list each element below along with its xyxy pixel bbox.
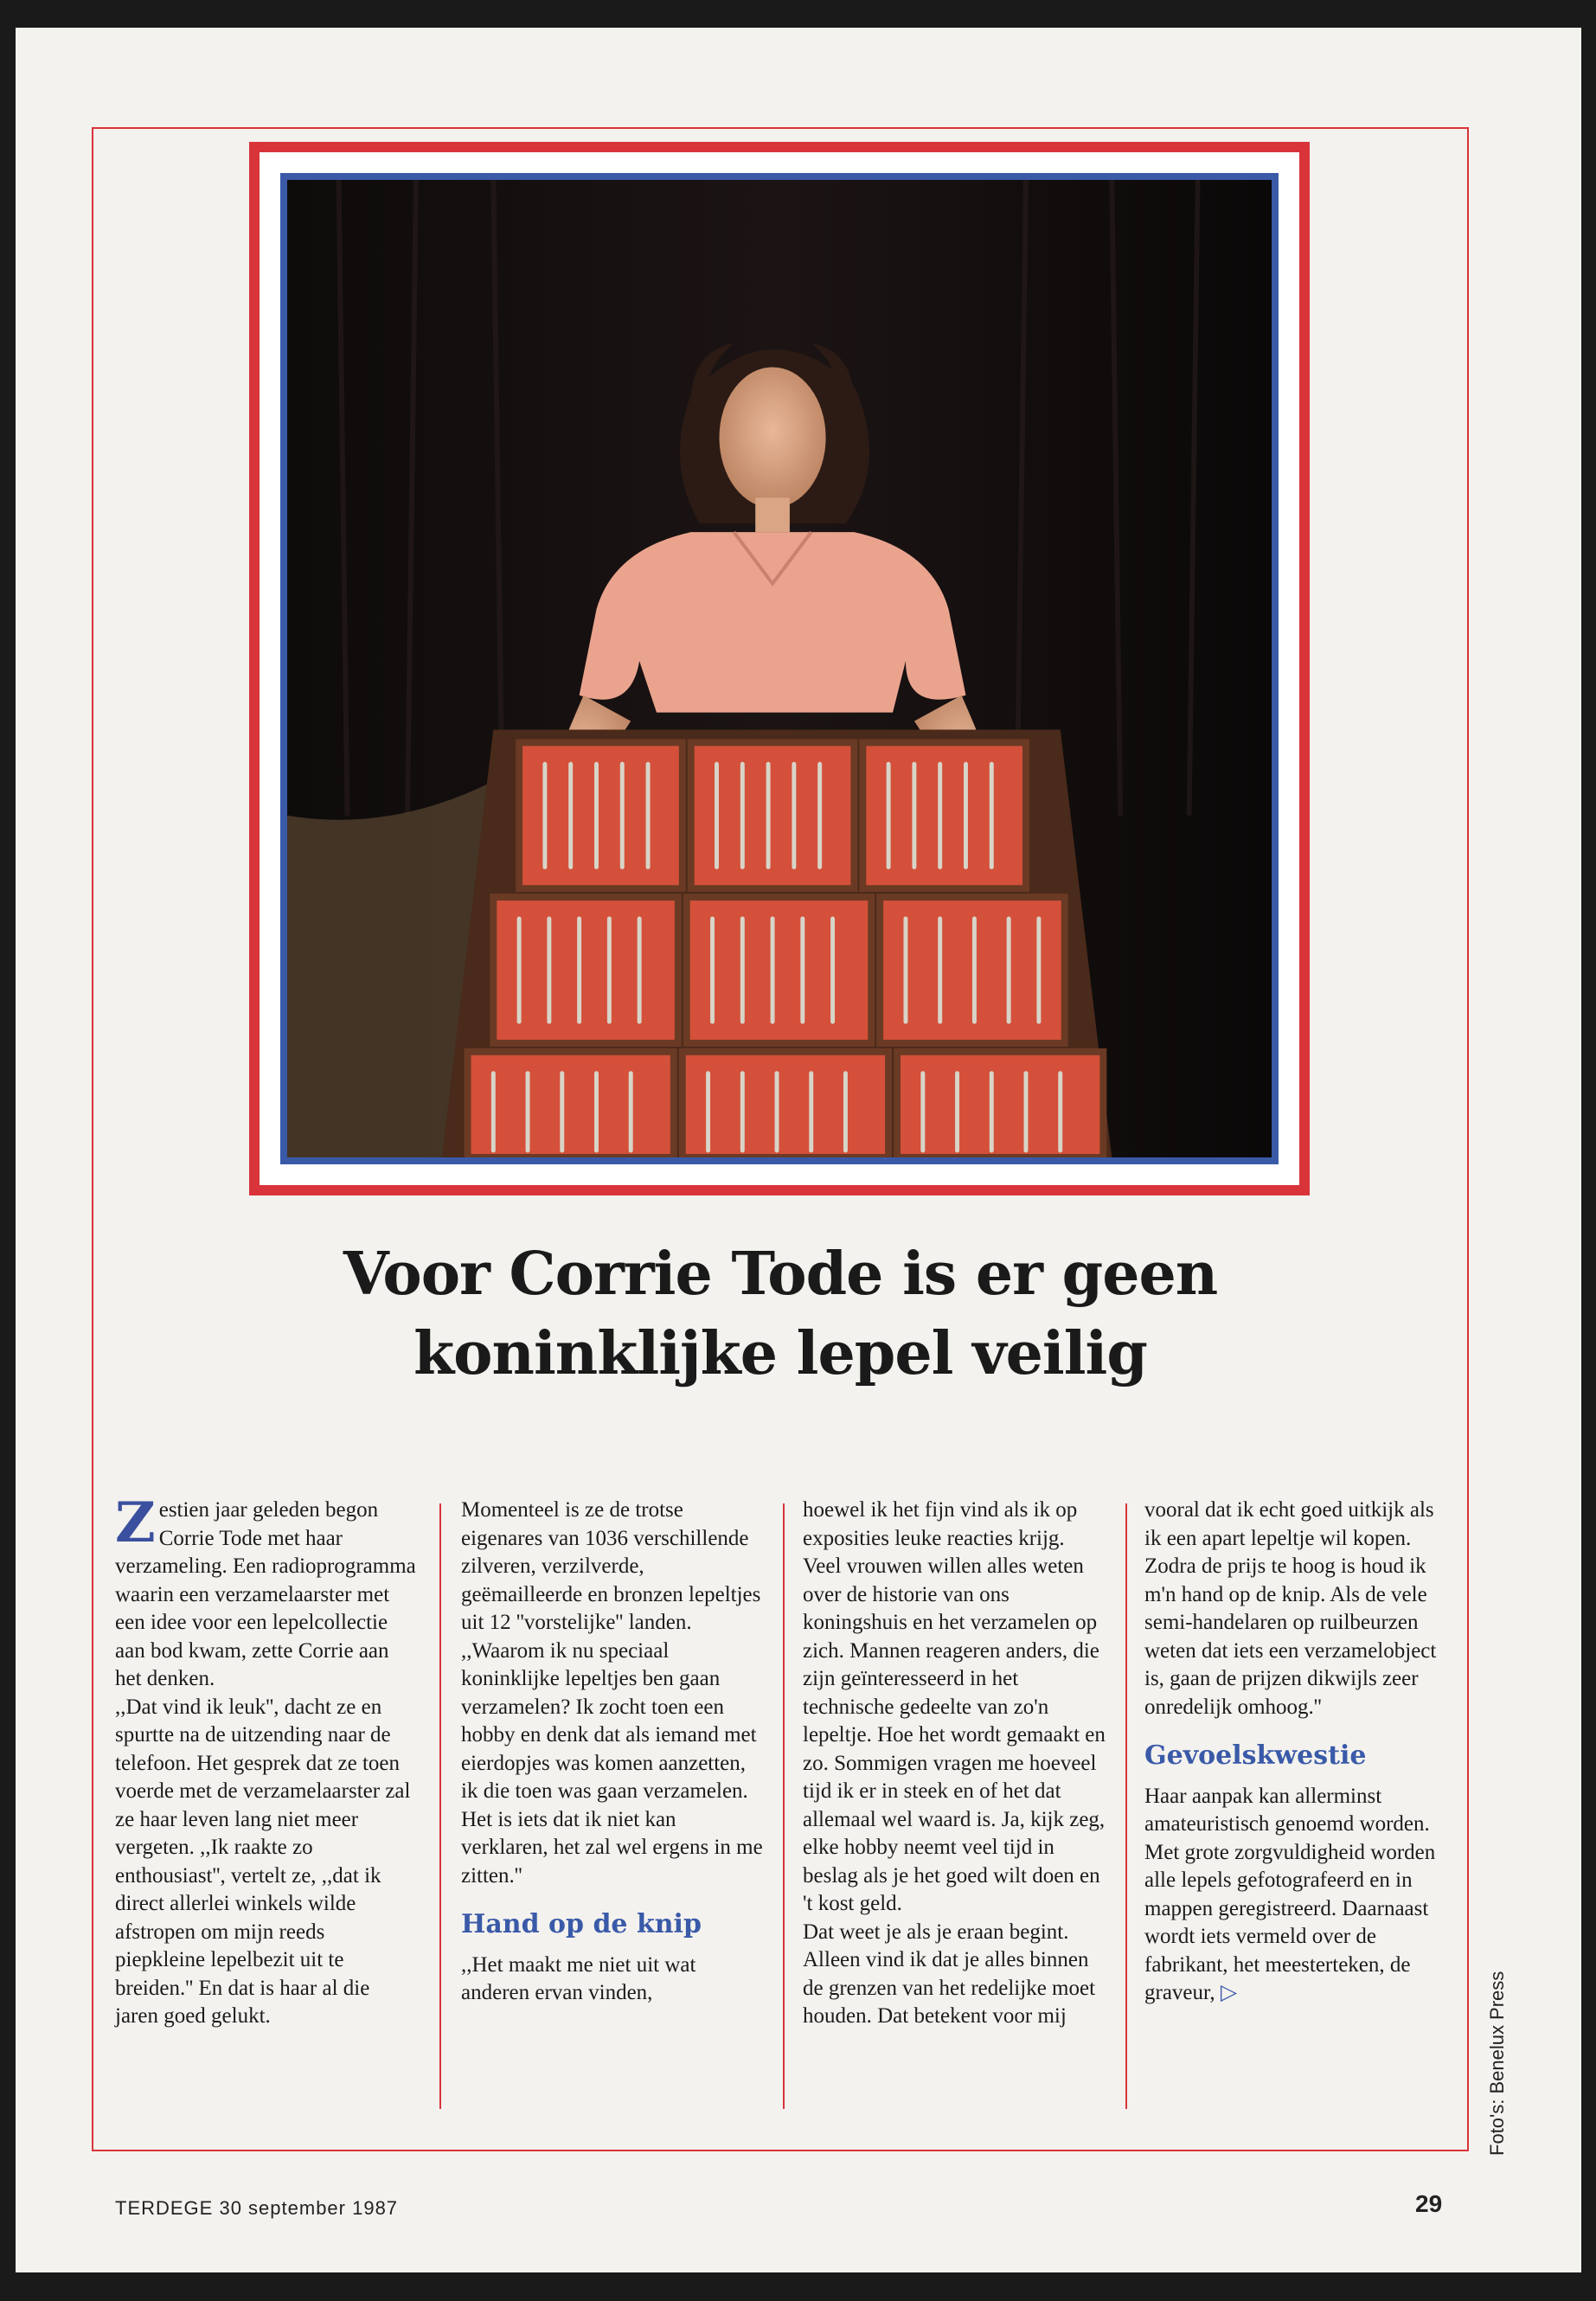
paragraph: Momenteel is ze de trotse eigenares van 1036 verschillende zilveren, verzilverde, geëmailleerde en bronzen lepeltjes uit 12 ''vorstelijke'' landen. [461, 1498, 761, 1634]
article-body [115, 1490, 1447, 2154]
paragraph: hoewel ik het fijn vind als ik op exposities leuke reacties krijg. Veel vrouwen willen alles weten over de historie van ons koningshuis en het verzamelen op zich. Mannen reageren anders, die zijn geïnteresseerd in het technische gedeelte van zo'n lepeltje. Hoe het wordt gemaakt en zo. Sommigen vragen me hoeveel tijd ik er in steek en of het dat allemaal wel waard is. Ja, kijk zeg, elke hobby neemt veel tijd in beslag als je het goed wilt doen en 't kost geld. [803, 1498, 1106, 1915]
article-headline [92, 1234, 1469, 1394]
subheading: Hand op de knip [461, 1909, 702, 1939]
column-1 [115, 1490, 418, 2031]
headline-line-2: koninklijke lepel veilig [413, 1319, 1147, 1388]
paragraph: vooral dat ik echt goed uitkijk als ik een apart lepeltje wil kopen. Zodra de prijs te hoog is houd ik m'n hand op de knip. Als de vele semi-handelaren op ruilbeurzen weten dat iets een verzamelobject is, gaan de prijzen dikwijls zeer onredelijk omhoog.'' [1144, 1498, 1437, 1719]
headline-line-1: Voor Corrie Tode is er geen [343, 1240, 1218, 1309]
photo-illustration [287, 180, 1272, 1157]
drop-cap: Z [115, 1490, 156, 1555]
column-2 [461, 1497, 764, 2008]
woman-with-spoon-collection-photo [287, 180, 1272, 1157]
column-4 [1144, 1497, 1447, 2008]
paragraph: ,,Dat vind ik leuk'', dacht ze en spurtte na de uitzending naar de telefoon. Het gesprek dat ze toen voerde met de verzamelaarster zal ze haar leven lang niet meer vergeten. ,,Ik raakte zo enthousiast'', vertelt ze, ,,dat ik direct allerlei winkels wilde afstropen om mijn reeds piepkleine lepelbezit uit te breiden.'' En dat is haar al die jaren goed gelukt. [115, 1695, 411, 2028]
subheading: Gevoelskwestie [1144, 1740, 1367, 1771]
paragraph [1144, 1783, 1447, 2008]
column-divider [439, 1503, 441, 2109]
footer-publication: TERDEGE 30 september 1987 [115, 2197, 399, 2219]
magazine-page [16, 28, 1581, 2272]
paragraph-text: Haar aanpak kan allerminst amateuristisch genoemd worden. Met grote zorgvuldigheid worden alle lepels gefotografeerd en in mappen geregistreerd. Daarnaast wordt iets vermeld over de fabrikant, het meesterteken, de graveur, [1144, 1784, 1436, 2004]
paragraph: Dat weet je als je eraan begint. Alleen vind ik dat je alles binnen de grenzen van het redelijke moet houden. Dat betekent voor mij [803, 1920, 1096, 2028]
page-number: 29 [1415, 2190, 1443, 2217]
paragraph: ,,Waarom ik nu speciaal koninklijke lepeltjes ben gaan verzamelen? Ik zocht toen een hobby en denk dat als iemand met eierdopjes was komen aanzetten, ik die toen was gaan verzamelen. Het is iets dat ik niet kan verklaren, het zal wel ergens in me zitten.'' [461, 1638, 763, 1888]
column-3 [803, 1497, 1106, 2031]
column-divider [1125, 1503, 1127, 2109]
column-divider [783, 1503, 785, 2109]
paragraph: estien jaar geleden begon Corrie Tode met haar verzameling. Een radioprogramma waarin een verzamelaarster met een idee voor een lepelcollectie aan bod kwam, zette Corrie aan het denken. [115, 1498, 416, 1690]
paragraph: ,,Het maakt me niet uit wat anderen ervan vinden, [461, 1952, 696, 2004]
continue-arrow-icon: ▷ [1220, 1981, 1238, 2004]
photo-frame [249, 142, 1310, 1195]
photo-credit: Foto's: Benelux Press [1486, 1971, 1508, 2156]
